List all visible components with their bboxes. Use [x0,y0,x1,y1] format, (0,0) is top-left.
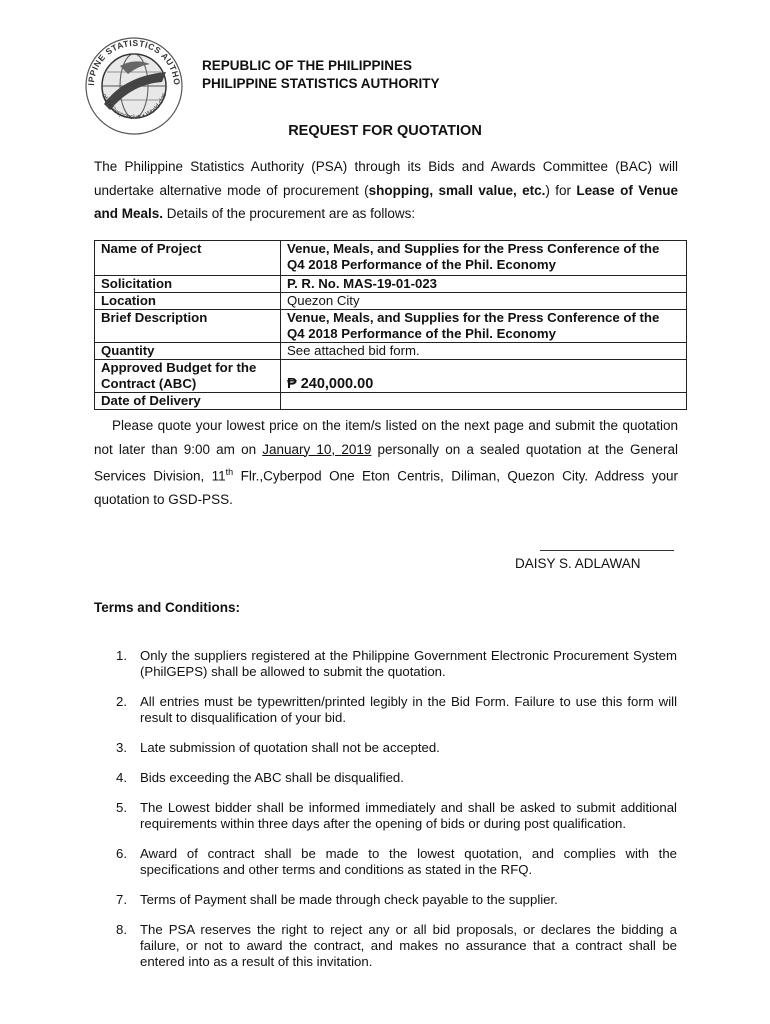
table-row [95,310,687,343]
solicitation-label: Solicitation [95,276,281,293]
abc-label: Approved Budget for the Contract (ABC) [95,360,281,393]
list-item: 2. All entries must be typewritten/printed legibly in the Bid Form. Failure to use this form will result to disqualification of your bid. [116,694,677,725]
svg-text:PHILIPPINE STATISTICS AUTHORIT: IPPINE STATISTICS AUTHO [85,37,183,86]
abc-value: ₱ 240,000.00 [281,360,687,393]
list-item: 1. Only the suppliers registered at the Philippine Government Electronic Procurement System (PhilGEPS) shall be allowed to submit the quotation. [116,648,677,679]
procurement-mode: shopping, small value, etc. [368,182,546,198]
document-title: REQUEST FOR QUOTATION [288,123,482,139]
quantity-value: See attached bid form. [281,343,687,360]
list-item: 8. The PSA reserves the right to reject any or all bid proposals, or declares the bidding a failure, or not to award the contract, and makes no assurance that a contract shall be entered into as a result of this invitation. [116,922,677,969]
submission-instructions: Please quote your lowest price on the item/s listed on the next page and submit the quotation not later than 9:00 am on January 10, 2019 personally on a sealed quotation at the General Services Division, 11th Flr.,Cyberpod One Eton Centris, Diliman, Quezon City. Address your quotation to GSD-PSS. [94,418,679,507]
table-row [95,293,687,310]
table-row [95,393,687,410]
list-item: 6. Award of contract shall be made to the lowest quotation, and complies with the specifications and other terms and conditions as stated in the RFQ. [116,846,677,877]
list-item: 4. Bids exceeding the ABC shall be disqualified. [116,770,404,785]
table-row [95,276,687,293]
project-name-label: Name of Project [95,241,281,276]
agency-header [202,57,440,93]
description-label: Brief Description [95,310,281,343]
procurement-subject: Lease of Venue and Meals. [94,182,678,221]
signature-line [540,550,674,551]
table-row [95,343,687,360]
list-item: 7. Terms of Payment shall be made through check payable to the supplier. [116,892,558,907]
svg-text:Solid • Responsive • World-cla: olid • Responsive • World-clas [100,92,169,121]
deadline-date: January 10, 2019 [262,441,372,457]
procurement-details-table [94,240,687,410]
location-label: Location [95,293,281,310]
signatory-name: DAISY S. ADLAWAN [515,556,641,571]
delivery-label: Date of Delivery [95,393,281,410]
project-name-value: Venue, Meals, and Supplies for the Press Conference of the Q4 2018 Performance of the Phil. Economy [281,241,687,276]
description-value: Venue, Meals, and Supplies for the Press Conference of the Q4 2018 Performance of the Phil. Economy [281,310,687,343]
location-value: Quezon City [281,293,687,310]
republic-line: REPUBLIC OF THE PHILIPPINES [202,58,413,73]
terms-heading: Terms and Conditions: [94,600,241,615]
table-row [95,360,687,393]
quantity-label: Quantity [95,343,281,360]
table-row [95,241,687,276]
list-item: 5. The Lowest bidder shall be informed immediately and shall be asked to submit additional requirements within three days after the opening of bids or during post qualification. [116,800,677,831]
intro-paragraph: The Philippine Statistics Authority (PSA) through its Bids and Awards Committee (BAC) will undertake alternative mode of procurement (shopping, small value, etc.) for Lease of Venue and Meals. Details of the procurement are as follows: [94,159,678,221]
solicitation-value: P. R. No. MAS-19-01-023 [281,276,687,293]
delivery-value [281,393,687,410]
list-item: 3. Late submission of quotation shall not be accepted. [116,740,440,755]
agency-line: PHILIPPINE STATISTICS AUTHORITY [202,76,440,91]
terms-list [94,648,677,984]
